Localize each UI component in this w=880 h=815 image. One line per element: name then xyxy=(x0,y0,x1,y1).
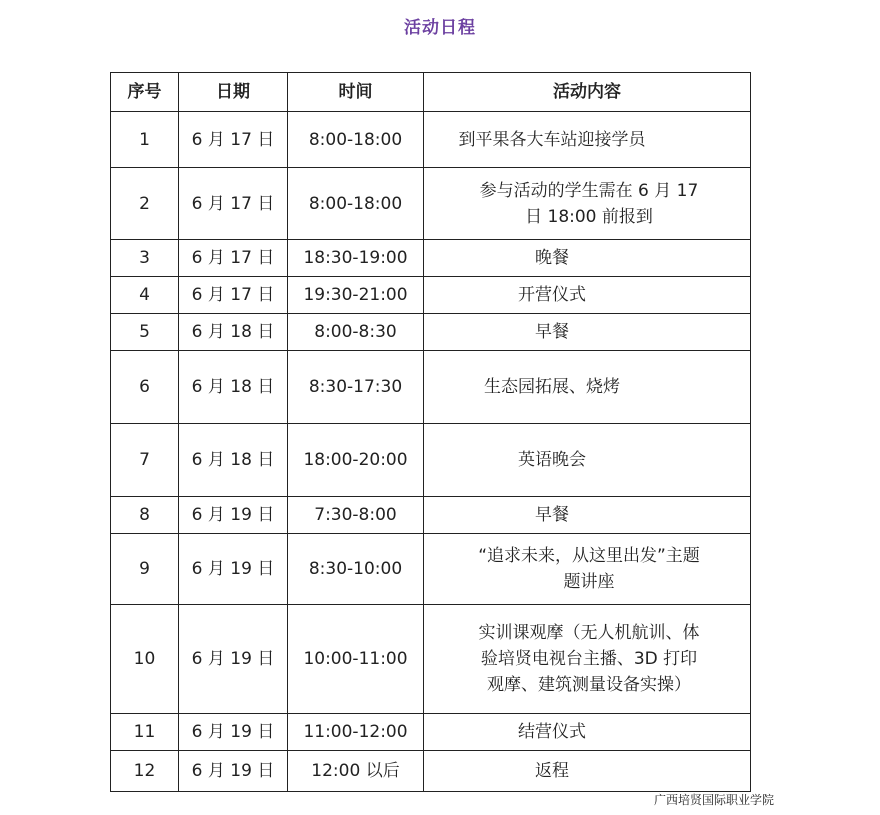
cell-seq: 8 xyxy=(111,497,179,534)
table-row xyxy=(111,605,751,714)
cell-date: 6 月 17 日 xyxy=(179,240,288,277)
cell-seq: 9 xyxy=(111,534,179,605)
schedule-table-viewport xyxy=(110,72,700,794)
cell-seq: 11 xyxy=(111,714,179,751)
content-line: 参与活动的学生需在 6 月 17 xyxy=(479,180,699,201)
cell-content xyxy=(424,277,751,314)
table-row xyxy=(111,112,751,168)
header-date: 日期 xyxy=(179,73,288,112)
cell-date: 6 月 19 日 xyxy=(179,605,288,714)
header-content: 活动内容 xyxy=(424,73,751,112)
schedule-table xyxy=(110,72,751,792)
content-line: 验培贤电视台主播、3D 打印 xyxy=(480,649,698,669)
cell-content xyxy=(424,497,751,534)
table-row xyxy=(111,497,751,534)
content-line: 日 18:00 前报到 xyxy=(525,206,653,227)
cell-content xyxy=(424,714,751,751)
cell-content xyxy=(424,351,751,424)
cell-seq: 4 xyxy=(111,277,179,314)
cell-date: 6 月 17 日 xyxy=(179,277,288,314)
content-line: 早餐 xyxy=(535,505,569,525)
cell-time: 8:30-17:30 xyxy=(288,351,424,424)
cell-seq: 1 xyxy=(111,112,179,168)
cell-time: 8:00-18:00 xyxy=(288,112,424,168)
cell-date: 6 月 17 日 xyxy=(179,112,288,168)
cell-time: 11:00-12:00 xyxy=(288,714,424,751)
content-line: 生态园拓展、烧烤 xyxy=(484,377,620,397)
content-line: 题讲座 xyxy=(563,572,615,592)
content-line: 开营仪式 xyxy=(518,285,586,305)
cell-time: 12:00 以后 xyxy=(288,751,424,792)
table-row xyxy=(111,240,751,277)
header-seq: 序号 xyxy=(111,73,179,112)
cell-content xyxy=(424,751,751,792)
cell-date: 6 月 19 日 xyxy=(179,497,288,534)
cell-content xyxy=(424,605,751,714)
cell-time: 18:00-20:00 xyxy=(288,424,424,497)
header-time: 时间 xyxy=(288,73,424,112)
cell-seq: 3 xyxy=(111,240,179,277)
cell-date: 6 月 18 日 xyxy=(179,351,288,424)
content-line: 观摩、建筑测量设备实操） xyxy=(487,675,691,695)
cell-date: 6 月 19 日 xyxy=(179,714,288,751)
footer-organization: 广西培贤国际职业学院 xyxy=(653,793,774,807)
table-row xyxy=(111,534,751,605)
content-line: 返程 xyxy=(535,761,569,781)
cell-date: 6 月 18 日 xyxy=(179,314,288,351)
content-line: 到平果各大车站迎接学员 xyxy=(458,129,646,150)
cell-content xyxy=(424,240,751,277)
content-line: 结营仪式 xyxy=(518,722,586,742)
cell-content xyxy=(424,534,751,605)
cell-content xyxy=(424,314,751,351)
cell-content xyxy=(424,424,751,497)
content-line: 早餐 xyxy=(535,322,569,342)
cell-time: 8:30-10:00 xyxy=(288,534,424,605)
cell-content xyxy=(424,168,751,240)
table-header-row xyxy=(111,73,751,112)
cell-time: 8:00-18:00 xyxy=(288,168,424,240)
table-row xyxy=(111,351,751,424)
cell-time: 19:30-21:00 xyxy=(288,277,424,314)
content-line: 英语晚会 xyxy=(518,450,586,470)
table-row xyxy=(111,714,751,751)
page-title: 活动日程 xyxy=(404,18,476,38)
cell-seq: 5 xyxy=(111,314,179,351)
schedule-body xyxy=(111,112,751,792)
cell-time: 18:30-19:00 xyxy=(288,240,424,277)
cell-seq: 12 xyxy=(111,751,179,792)
cell-date: 6 月 19 日 xyxy=(179,751,288,792)
cell-date: 6 月 19 日 xyxy=(179,534,288,605)
cell-seq: 10 xyxy=(111,605,179,714)
cell-seq: 2 xyxy=(111,168,179,240)
table-row xyxy=(111,168,751,240)
cell-seq: 6 xyxy=(111,351,179,424)
cell-time: 10:00-11:00 xyxy=(288,605,424,714)
cell-date: 6 月 18 日 xyxy=(179,424,288,497)
table-row xyxy=(111,424,751,497)
cell-seq: 7 xyxy=(111,424,179,497)
table-row xyxy=(111,751,751,792)
content-line: 晚餐 xyxy=(535,248,569,268)
content-line: “追求未来，从这里出发”主题 xyxy=(478,546,700,566)
table-row xyxy=(111,314,751,351)
cell-time: 7:30-8:00 xyxy=(288,497,424,534)
cell-time: 8:00-8:30 xyxy=(288,314,424,351)
cell-content xyxy=(424,112,751,168)
cell-date: 6 月 17 日 xyxy=(179,168,288,240)
content-line: 实训课观摩（无人机航训、体 xyxy=(478,623,700,643)
table-row xyxy=(111,277,751,314)
